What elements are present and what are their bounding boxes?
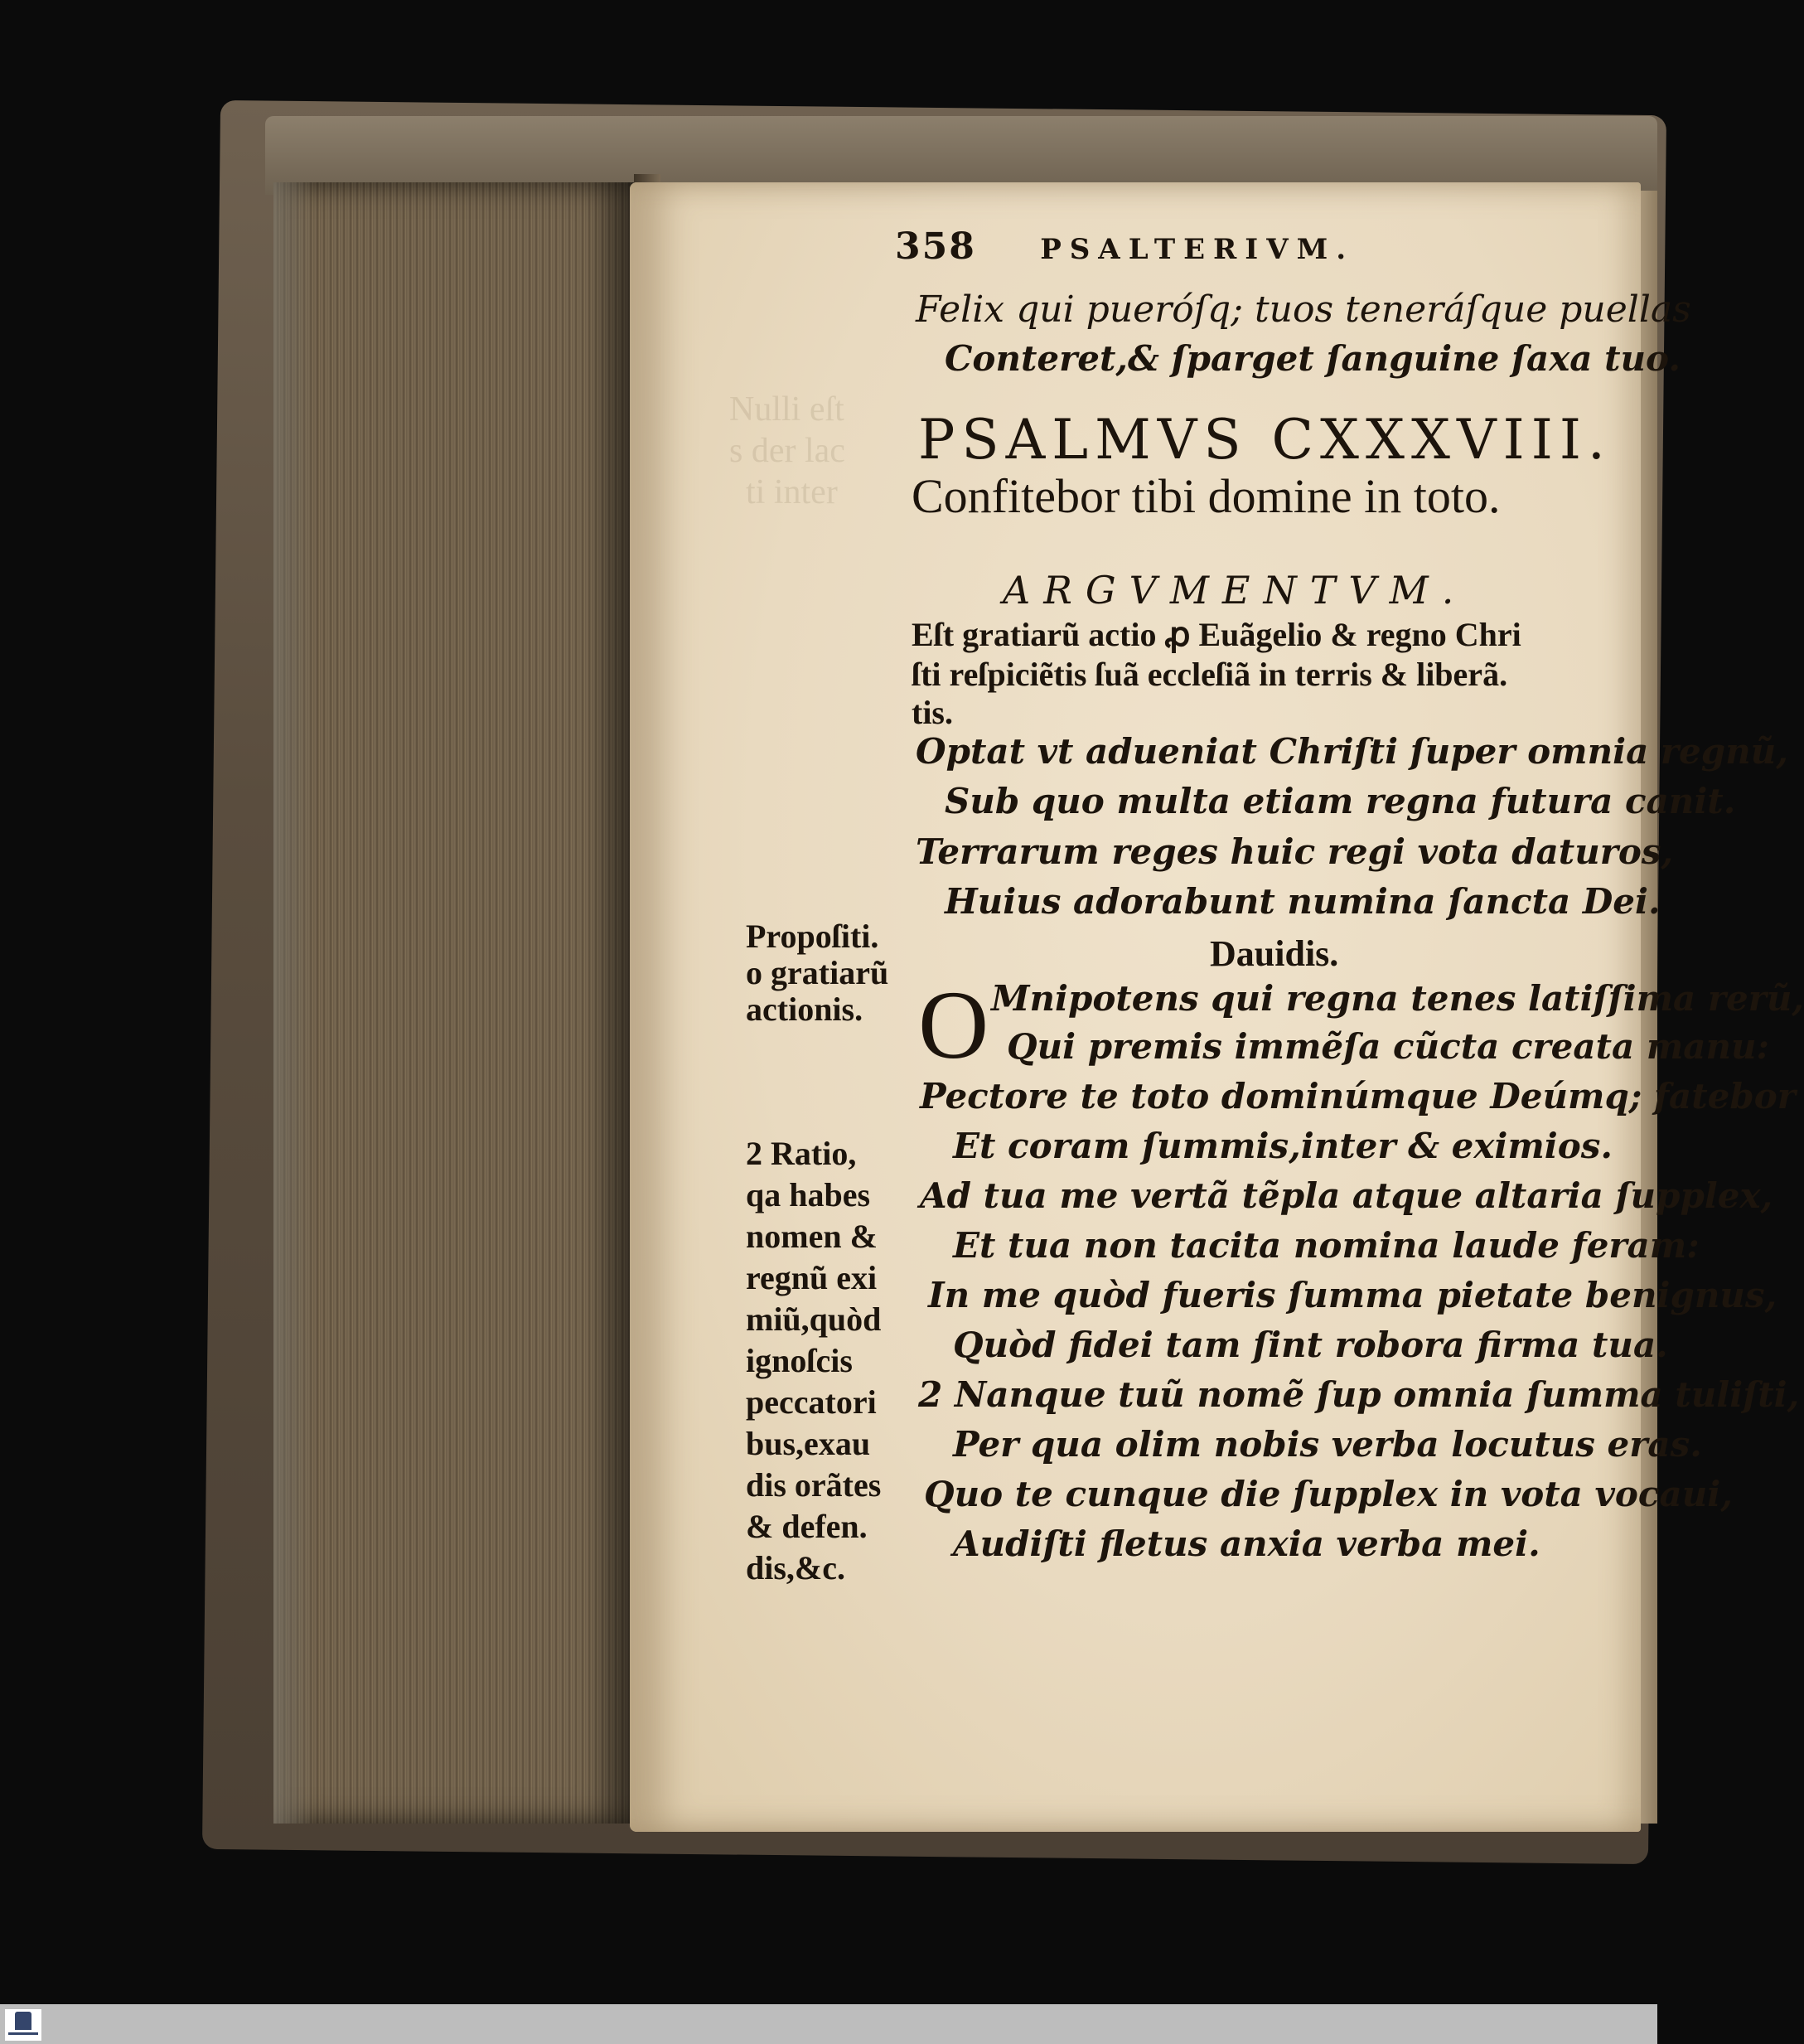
psalm-title: PSALMVS CXXXVIII.: [918, 408, 1612, 472]
page-number: 358: [895, 225, 976, 268]
running-head: [895, 225, 1354, 268]
argument-verse-line: Sub quo multa etiam regna futura canit.: [945, 781, 1736, 821]
margin-note: peccatori: [746, 1383, 877, 1421]
margin-note: actionis.: [746, 991, 863, 1028]
viewer-footer-bar: [0, 2004, 1657, 2044]
psalm-line: In me quòd fueris ſumma pietate benignus,: [928, 1275, 1777, 1315]
psalm-line: Audiſti fletus anxia verba mei.: [953, 1523, 1540, 1564]
margin-note: dis,&c.: [746, 1549, 845, 1586]
psalm-line: Pectore te toto dominúmque Deúmq; fatebor: [920, 1076, 1796, 1116]
psalm-line: Mnipotens qui regna tenes latiſſima rerũ,: [991, 978, 1804, 1019]
show-through-text: ti inter: [746, 473, 838, 511]
margin-note: & defen.: [746, 1508, 868, 1545]
psalm-line: Ad tua me vertã tẽpla atque altaria ſupplex,: [920, 1175, 1773, 1216]
margin-note: Propoſiti.: [746, 918, 879, 955]
margin-note: o gratiarũ: [746, 954, 889, 991]
margin-note: nomen &: [746, 1218, 878, 1255]
argument-verse-line: Optat vt adueniat Chriſti ſuper omnia regnũ,: [916, 731, 1788, 772]
argument-line: tis.: [912, 694, 953, 731]
margin-note: miũ,quòd: [746, 1301, 882, 1338]
argument-line: ſti reſpiciẽtis ſuã eccleſiã in terris & liberã.: [912, 656, 1508, 693]
verse-line: Felix qui pueróſq; tuos teneráſque puellas: [916, 288, 1691, 331]
psalm-incipit: Confitebor tibi domine in toto.: [912, 469, 1501, 523]
show-through-text: Nulli eſt: [729, 390, 844, 429]
psalm-line: Et coram ſummis,inter & eximios.: [953, 1126, 1613, 1166]
margin-note: ignoſcis: [746, 1342, 853, 1379]
psalm-line: Qui premis immẽſa cũcta creata manu:: [1007, 1026, 1770, 1067]
author-heading: Dauidis.: [1210, 933, 1339, 974]
psalm-line: Per qua olim nobis verba locutus eras.: [953, 1424, 1702, 1465]
drop-cap: O: [918, 971, 989, 1079]
psalm-line: Et tua non tacita nomina laude feram:: [953, 1225, 1700, 1266]
running-title: PSALTERIVM.: [1040, 233, 1355, 266]
argument-verse-line: Huius adorabunt numina ſancta Dei.: [945, 881, 1661, 922]
psalm-line: Quòd fidei tam ſint robora firma tua.: [953, 1325, 1668, 1365]
margin-note: regnũ exi: [746, 1259, 878, 1296]
margin-note: dis orãtes: [746, 1466, 882, 1504]
argument-heading: ARGVMENTVM.: [1003, 568, 1468, 613]
page-edges-shade: [273, 182, 638, 1824]
margin-note: 2 Ratio,: [746, 1135, 857, 1172]
psalm-line: 2 Nanque tuũ nomẽ ſup omnia ſumma tuliſti,: [918, 1374, 1800, 1415]
library-logo-icon: [8, 2032, 38, 2035]
verse-line: Conteret,& ſparget ſanguine ſaxa tuo.: [945, 338, 1681, 379]
psalm-line: Quo te cunque die ſupplex in vota vocaui,: [924, 1474, 1733, 1514]
margin-note: bus,exau: [746, 1425, 871, 1462]
argument-verse-line: Terrarum reges huic regi vota daturos,: [916, 831, 1674, 872]
library-logo-icon: [15, 2012, 31, 2030]
margin-note: qa habes: [746, 1176, 871, 1213]
argument-line: Eſt gratiarũ actio ꝓ Euãgelio & regno Chri: [912, 616, 1521, 653]
show-through-text: s der lac: [729, 432, 845, 470]
